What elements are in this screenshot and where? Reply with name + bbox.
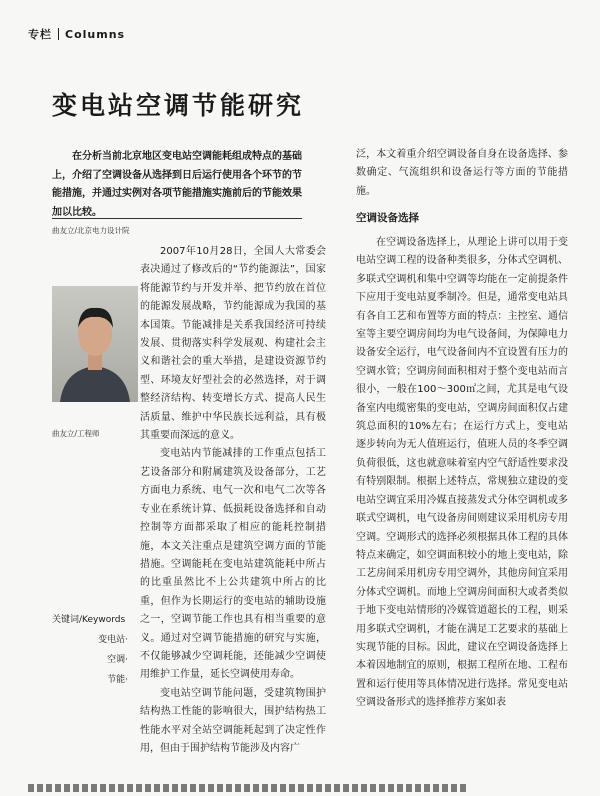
series-label: Columns [65,28,126,41]
body-paragraph-continued: 泛，本文着重介绍空调设备自身在设备选择、参数确定、气流组织和设备运行等方面的节能措施。 [356,149,568,197]
section-heading: 空调设备选择 [356,212,419,224]
body-paragraph: 变电站空调节能问题，受建筑物围护结构热工性能的影响很大，围护结构热工性能水平对全站空调能耗起到了决定性作用，但由于围护结构节能涉及内容广 [140,687,326,754]
body-column-2 [140,243,326,758]
author-line: 曲友立/北京电力设计院 [52,226,130,235]
article-abstract: 在分析当前北京地区变电站空调能耗组成特点的基础上，介绍了空调设备从选择到日后运行使用各个环节的节能措施，并通过实例对各项节能措施实施前后的节能效果加以比较。 [52,151,302,218]
page-footer [28,784,468,792]
header-divider [58,28,59,40]
person-icon [52,286,138,402]
keyword-item: 变电站· [98,635,128,645]
abstract-rule [52,218,302,219]
section-header [28,26,125,42]
body-paragraph: 2007年10月28日，全国人大常委会表决通过了修改后的“节约能源法”，国家将能源节约与开发并举、把节约放在首位的能源发展战略，节约能源成为我国的基本国策。节能减排是关系我国经济可持续发展、贯彻落实科学发展观、构建社会主义和谐社会的重大举措，是建设资源节约型、环境友好型社会的必然选择，对于调整经济结构、转变增长方式、提高人民生活质量、维护中华民族长远利益，具有极其重要而深远的意义。 [140,246,326,442]
keyword-item: 节能· [107,675,128,685]
section-label: 专栏 [28,28,52,41]
article-title: 变电站空调节能研究 [52,91,305,120]
body-paragraph: 在空调设备选择上，从理论上讲可以用于变电站空调工程的设备种类很多，分体式空调机、多联式空调机和集中空调等均能在一定前提条件下应用于变电站夏季制冷。但是，通常变电站具有各自工艺和布置等方面的特点：主控室、通信室等主要空调房间均为电气设备间，为保障电力设备安全运行，电气设备间内不宜设置有压力的空调水管；空调房间面积相对于整个变电站而言很小，一般在100～300㎡之间，尤其是电气设备室内电缆密集的变电站，空调房间面积仅占建筑总面积的10%左右；在运行方式上，变电站逐步转向为无人值班运行，值班人员的冬季空调负荷很低，这也就意味着室内空气舒适性要求没有特别限制。根据上述特点，常规独立建设的变电站空调宜采用冷媒直接蒸发式分体空调机或多联式空调机，电气设备房间则建议采用机房专用空调。空调形式的选择必须根据具体工程的具体特点来确定，如空调面积较小的地上变电站，除工艺房间采用机房专用空调外，其他房间宜采用分体式空调机。而地上空调房间面积大或者类似于地下变电站情形的冷媒管道超长的工程，则采用多联式空调机，才能在满足工艺要求的基础上实现节能的目标。因此，建议在空调设备选择上本着因地制宜的原则，根据工程所在地、工程布置和运行使用等具体情况进行选择。常见变电站空调设备形式的选择推荐方案如表 [356,237,568,709]
body-paragraph: 变电站内节能减排的工作重点包括工艺设备部分和附属建筑及设备部分，工艺方面电力系统、电气一次和电气二次等各专业在系统计算、低损耗设备选择和自动控制等方面都采取了相应的能耗控制措施，本文关注重点是建筑空调方面的节能措施。空调能耗在变电站建筑能耗中所占的比重虽然比不上公共建筑中所占的比重，但作为长期运行的变电站的辅助设施之一，空调节能工作也具有相当重要的意义。通过对空调节能措施的研究与实施，不仅能够减少空调耗能，还能减少空调使用维护工作量，延长空调使用寿命。 [140,448,326,681]
keyword-item: 空调· [107,655,128,665]
keywords-title: 关键词/Keywords [52,615,126,625]
photo-caption: 曲友立/工程师 [52,429,100,438]
body-column-3 [356,234,568,713]
body-column-3-intro [356,146,568,201]
author-photo [52,286,138,402]
